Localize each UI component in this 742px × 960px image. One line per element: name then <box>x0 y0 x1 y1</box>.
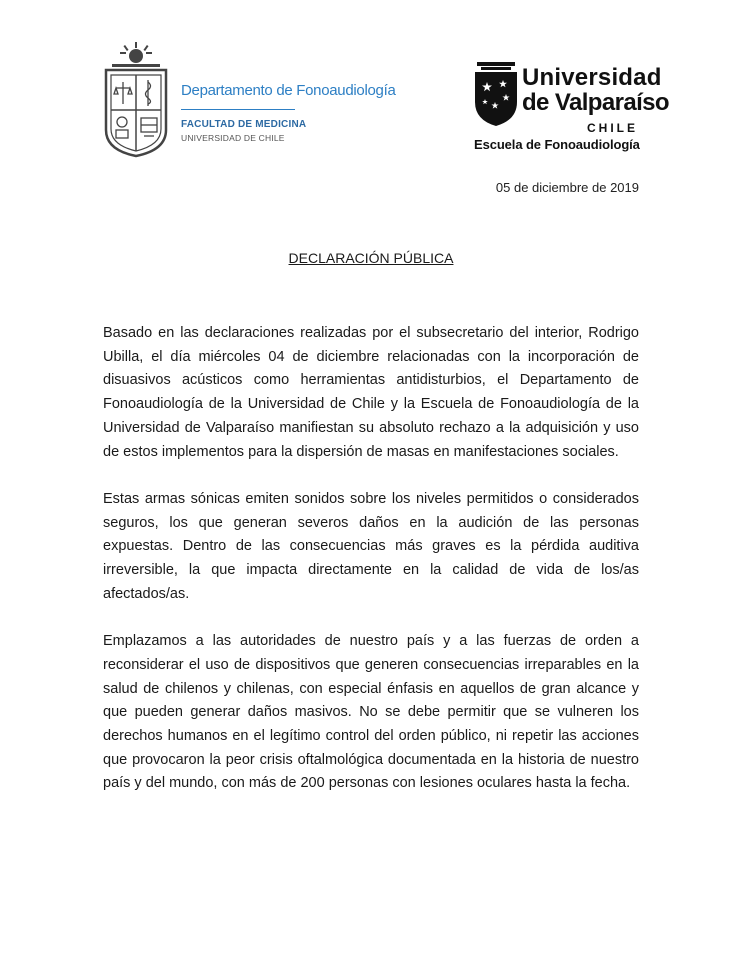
header-divider <box>181 109 295 110</box>
uv-name-line1: Universidad <box>522 64 662 91</box>
faculty-name: FACULTAD DE MEDICINA <box>181 119 307 130</box>
uv-school-name: Escuela de Fonoaudiología <box>474 137 640 152</box>
university-name: UNIVERSIDAD DE CHILE <box>181 133 285 143</box>
universidad-de-valparaiso-shield-icon <box>473 62 519 126</box>
paragraph: Emplazamos a las autoridades de nuestro país y a las fuerzas de orden a reconsiderar el uso de dispositivos que generen consecuencias irreparables en la salud de chilenos y chilenas, con especial énfasis en aquellos de gran alcance y que pueden generar daños masivos. No se debe permitir que se vulneren los derechos humanos en el legítimo control del orden público, ni repetir las acciones que provocaron la peor crisis oftalmológica documentada en la historia de nuestro país y del mundo, con más de 200 personas con lesiones oculares hasta la fecha. <box>103 633 639 792</box>
uv-name-line2: de Valparaíso <box>522 89 669 116</box>
universidad-de-chile-seal-icon <box>100 42 172 158</box>
document-date: 05 de diciembre de 2019 <box>495 180 639 195</box>
document-body <box>103 322 639 820</box>
paragraph: Basado en las declaraciones realizadas por el subsecretario del interior, Rodrigo Ubilla, el día miércoles 04 de diciembre relacionadas con la incorporación de disuasivos acústicos como herramientas antidisturbios, el Departamento de Fonoaudiología de la Universidad de Chile y la Escuela de Fonoaudiología de la Universidad de Valparaíso manifiestan su absoluto rechazo a la adquisición y uso de estos implementos para la dispersión de masas en manifestaciones sociales. <box>103 325 639 460</box>
paragraph: Estas armas sónicas emiten sonidos sobre los niveles permitidos o considerados seguros, los que generan severos daños en la audición de las personas expuestas. Dentro de las consecuencias más graves es la pérdida auditiva irreversible, la que impacta directamente en la calidad de vida de los/as afectados/as. <box>103 490 639 602</box>
department-block <box>181 82 396 99</box>
department-name: Departamento de Fonoaudiología <box>181 82 396 99</box>
uv-country: CHILE <box>587 121 638 135</box>
document-title-wrapper <box>0 250 742 266</box>
document-title: DECLARACIÓN PÚBLICA <box>288 250 454 266</box>
